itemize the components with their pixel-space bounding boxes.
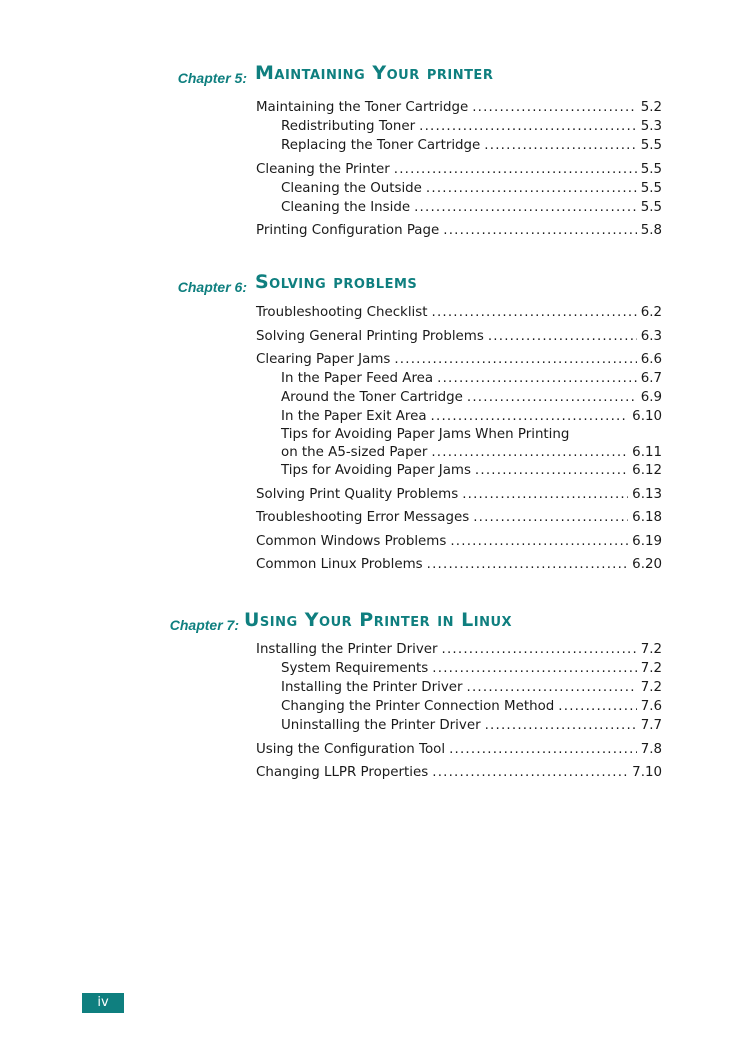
toc-entry[interactable]: Installing the Printer Driver ..... 7.2 [256,640,662,659]
toc-entry[interactable]: Cleaning the Outside ..... 5.5 [256,179,662,198]
chapter-label: Chapter 5: [177,70,247,86]
toc-entry[interactable]: Cleaning the Printer ..... 5.5 [256,160,662,179]
toc-entry[interactable]: on the A5-sized Paper ..... 6.11 [256,444,662,461]
toc-entry[interactable]: System Requirements ..... 7.2 [256,659,662,678]
chapter-heading [0,609,753,639]
chapter-5 [0,62,753,238]
toc-entry[interactable]: Uninstalling the Printer Driver ..... 7.7 [256,716,662,735]
toc-entries [256,303,662,574]
toc-entry[interactable]: Changing LLPR Properties ..... 7.10 [256,763,662,782]
toc-entry[interactable]: Solving Print Quality Problems ..... 6.13 [256,485,662,504]
toc-entry[interactable]: In the Paper Exit Area ..... 6.10 [256,407,662,426]
toc-entry[interactable]: Maintaining the Toner Cartridge ..... 5.2 [256,98,662,117]
toc-entry[interactable]: Printing Configuration Page ..... 5.8 [256,221,662,240]
toc-entry[interactable]: Common Windows Problems ..... 6.19 [256,532,662,551]
toc-entry[interactable]: Troubleshooting Error Messages ..... 6.18 [256,508,662,527]
toc-entries [256,98,662,240]
toc-entry[interactable]: Clearing Paper Jams ..... 6.6 [256,350,662,369]
chapter-label: Chapter 6: [177,279,247,295]
chapter-title: Maintaining Your printer [255,62,494,84]
toc-entry[interactable]: Cleaning the Inside ..... 5.5 [256,198,662,217]
toc-entry[interactable]: Replacing the Toner Cartridge ..... 5.5 [256,136,662,155]
toc-entry[interactable]: Tips for Avoiding Paper Jams ..... 6.12 [256,461,662,480]
toc-entry-line[interactable]: Tips for Avoiding Paper Jams When Printing [281,427,570,442]
chapter-title: Solving problems [255,271,418,293]
chapter-title: Using Your Printer in Linux [244,609,513,631]
toc-entry[interactable]: Around the Toner Cartridge ..... 6.9 [256,388,662,407]
toc-entry[interactable]: Using the Configuration Tool ..... 7.8 [256,740,662,759]
toc-entry[interactable]: Troubleshooting Checklist ..... 6.2 [256,303,662,322]
toc-entry[interactable]: In the Paper Feed Area ..... 6.7 [256,369,662,388]
toc-entry[interactable]: Solving General Printing Problems ..... 6.3 [256,327,662,346]
page-number-tab: iv [82,993,124,1013]
chapter-label: Chapter 7: [169,617,239,633]
toc-entry[interactable]: Changing the Printer Connection Method ..... 7.6 [256,697,662,716]
toc-entry[interactable]: Common Linux Problems ..... 6.20 [256,555,662,574]
chapter-heading [0,62,753,92]
toc-entries [256,640,662,782]
chapter-heading [0,271,753,301]
toc-entry[interactable]: Installing the Printer Driver ..... 7.2 [256,678,662,697]
toc-entry[interactable]: Redistributing Toner ..... 5.3 [256,117,662,136]
chapter-7 [0,609,753,780]
chapter-6 [0,271,753,572]
